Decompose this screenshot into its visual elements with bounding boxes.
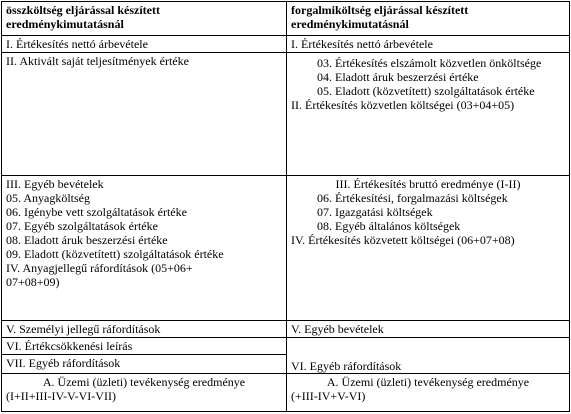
cell-text: VI. Egyéb ráfordítások (291, 358, 402, 373)
cell-text: 06. Igénybe vett szolgáltatások értéke (6, 205, 187, 220)
cell-text: II. Értékesítés közvetlen költségei (03+04+05) (291, 97, 515, 112)
row-4-right (287, 320, 570, 338)
row-3-right (287, 176, 570, 320)
row-5-right (287, 338, 570, 373)
row-1-right (287, 36, 570, 53)
row-5 (2, 338, 570, 373)
row-1 (2, 36, 570, 53)
comparison-table (1, 1, 570, 412)
header-left-line-2: eredménykimutatásnál (6, 17, 124, 31)
cell-text: 07. Igazgatási költségek (317, 205, 433, 220)
cell-text: I. Értékesítés nettó árbevétele (6, 37, 148, 52)
row-6-left (2, 373, 287, 411)
row-3 (2, 176, 570, 320)
cell-text: 05. Anyagköltség (6, 191, 90, 206)
cell-text: VI. Értékcsökkenési leírás (2, 338, 286, 355)
cell-text: 07. Egyéb szolgáltatások értéke (6, 219, 158, 234)
header-right-line-2: eredménykimutatásnál (291, 17, 409, 31)
row-4 (2, 320, 570, 338)
cell-text: A. Üzemi (üzleti) tevékenység eredménye (42, 374, 246, 389)
row-2-left (2, 52, 287, 176)
cell-text: IV. Értékesítés közvetett költségei (06+07+08) (291, 233, 515, 248)
cell-text: 04. Eladott áruk beszerzési értéke (317, 69, 479, 84)
cell-text: IV. Anyagjellegű ráfordítások (05+06+ 07+08+09) (6, 261, 193, 290)
cell-text: I. Értékesítés nettó árbevétele (291, 37, 433, 52)
row-4-left (2, 320, 287, 338)
cell-text: III. Értékesítés bruttó eredménye (I-II) (335, 177, 521, 192)
header-row (2, 2, 570, 36)
header-left (2, 2, 287, 36)
cell-text: (I+II+III-IV-V-VI-VII) (6, 388, 116, 403)
cell-text: VII. Egyéb ráfordítások (6, 356, 121, 371)
row-2-right (287, 52, 570, 176)
cell-text: (+III-IV+V-VI) (291, 388, 366, 403)
cell-text: 08. Eladott áruk beszerzési értéke (6, 233, 168, 248)
cell-text: 06. Értékesítési, forgalmazási költségek (317, 191, 508, 206)
cell-text: 03. Értékesítés elszámolt közvetlen önköltsége (317, 55, 542, 70)
cell-text: III. Egyéb bevételek (6, 177, 104, 192)
header-right (287, 2, 570, 36)
row-6-right (287, 373, 570, 411)
cell-text: 08. Egyéb általános költségek (317, 219, 461, 234)
cell-text: II. Aktivált saját teljesítmények értéke (6, 53, 189, 68)
header-right-line-1: forgalmiköltség eljárással készített (291, 3, 469, 17)
row-1-left (2, 36, 287, 53)
cell-text: 09. Eladott (közvetített) szolgáltatások értéke (6, 247, 224, 262)
row-2 (2, 52, 570, 176)
cell-text: A. Üzemi (üzleti) tevékenység eredménye (326, 374, 530, 389)
row-5-left (2, 338, 287, 373)
cell-text: V. Egyéb bevételek (291, 321, 384, 336)
cell-text: 05. Eladott (közvetített) szolgáltatások értéke (317, 83, 535, 98)
cell-text: V. Személyi jellegű ráfordítások (6, 321, 161, 336)
row-6 (2, 373, 570, 411)
row-3-left (2, 176, 287, 320)
header-left-line-1: összköltség eljárással készített (6, 3, 160, 17)
